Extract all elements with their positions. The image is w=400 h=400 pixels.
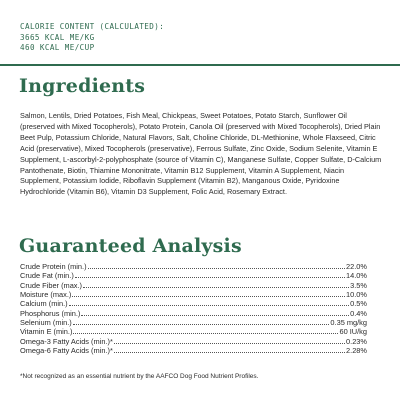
- analysis-value: 22.0%: [346, 262, 367, 271]
- analysis-value: 10.0%: [346, 290, 367, 300]
- analysis-row: [20, 346, 367, 355]
- analysis-row: [20, 327, 367, 336]
- calorie-kcal-per-cup: 460 KCAL ME/CUP: [20, 43, 95, 52]
- analysis-row: [20, 281, 367, 290]
- dot-leader: [88, 268, 345, 269]
- analysis-row: [20, 309, 367, 318]
- dot-leader: [83, 287, 349, 288]
- analysis-row: [20, 271, 367, 280]
- analysis-value: 0.35 mg/kg: [330, 318, 367, 328]
- dot-leader: [69, 305, 350, 306]
- guaranteed-analysis-table: [20, 262, 367, 355]
- dot-leader: [114, 343, 345, 344]
- analysis-label: Omega-3 Fatty Acids (min.)*: [20, 336, 113, 346]
- analysis-value: 0.4%: [350, 308, 367, 318]
- analysis-label: Vitamin E (min.): [20, 327, 73, 337]
- analysis-label: Selenium (min.): [20, 318, 72, 328]
- analysis-row: [20, 318, 367, 327]
- dot-leader: [75, 277, 345, 278]
- analysis-label: Crude Protein (min.): [20, 262, 87, 271]
- aafco-footnote: *Not recognized as an essential nutrient by the AAFCO Dog Food Nutrient Profiles.: [20, 373, 259, 380]
- analysis-row: [20, 337, 367, 346]
- analysis-label: Phosphorus (min.): [20, 308, 81, 318]
- analysis-row: [20, 290, 367, 299]
- analysis-value: 3.5%: [350, 280, 367, 290]
- guaranteed-analysis-heading: Guaranteed Analysis: [19, 235, 242, 257]
- analysis-row: [20, 299, 367, 308]
- analysis-value: 60 IU/kg: [339, 327, 367, 337]
- dot-leader: [114, 352, 345, 353]
- analysis-label: Moisture (max.): [20, 290, 72, 300]
- dot-leader: [81, 315, 349, 316]
- calorie-title: CALORIE CONTENT (CALCULATED):: [20, 22, 165, 31]
- analysis-label: Calcium (min.): [20, 299, 68, 309]
- analysis-value: 0.23%: [346, 336, 367, 346]
- analysis-value: 2.28%: [346, 346, 367, 356]
- analysis-label: Crude Fat (min.): [20, 271, 74, 281]
- analysis-label: Crude Fiber (max.): [20, 280, 83, 290]
- analysis-value: 14.0%: [346, 271, 367, 281]
- dot-leader: [72, 296, 345, 297]
- dot-leader: [73, 333, 338, 334]
- analysis-label: Omega-6 Fatty Acids (min.)*: [20, 346, 113, 356]
- calorie-content: [20, 22, 164, 54]
- section-divider: [0, 64, 400, 66]
- analysis-value: 0.5%: [350, 299, 367, 309]
- ingredients-heading: Ingredients: [19, 75, 146, 97]
- ingredients-list: Salmon, Lentils, Dried Potatoes, Fish Meal, Chickpeas, Sweet Potatoes, Potato Starch, Sunflower Oil (preserved with Mixed Tocopherols), Potato Protein, Canola Oil (preserved with Mixed Tocopherols), Dried Plain Beet Pulp, Potassium Chloride, Natural Flavors, Salt, Choline Chloride, DL-Methionine, Whole Flaxseed, Citric Acid (preservative), Mixed Tocopherols (preservative), Ferrous Sulfate, Zinc Oxide, Sodium Selenite, Vitamin E Supplement, L-ascorbyl-2-polyphosphate (source of Vitamin C), Manganese Sulfate, Copper Sulfate, D-Calcium Pantothenate, Biotin, Thiamine Mononitrate, Vitamin B12 Supplement, Vitamin A Supplement, Niacin Supplement, Potassium Iodide, Riboflavin Supplement (Vitamin B2), Manganous Oxide, Pyridoxine Hydrochloride (Vitamin B6), Vitamin D3 Supplement, Folic Acid, Rosemary Extract.: [20, 111, 382, 197]
- dot-leader: [73, 324, 330, 325]
- analysis-row: [20, 262, 367, 271]
- calorie-kcal-per-kg: 3665 KCAL ME/KG: [20, 32, 95, 42]
